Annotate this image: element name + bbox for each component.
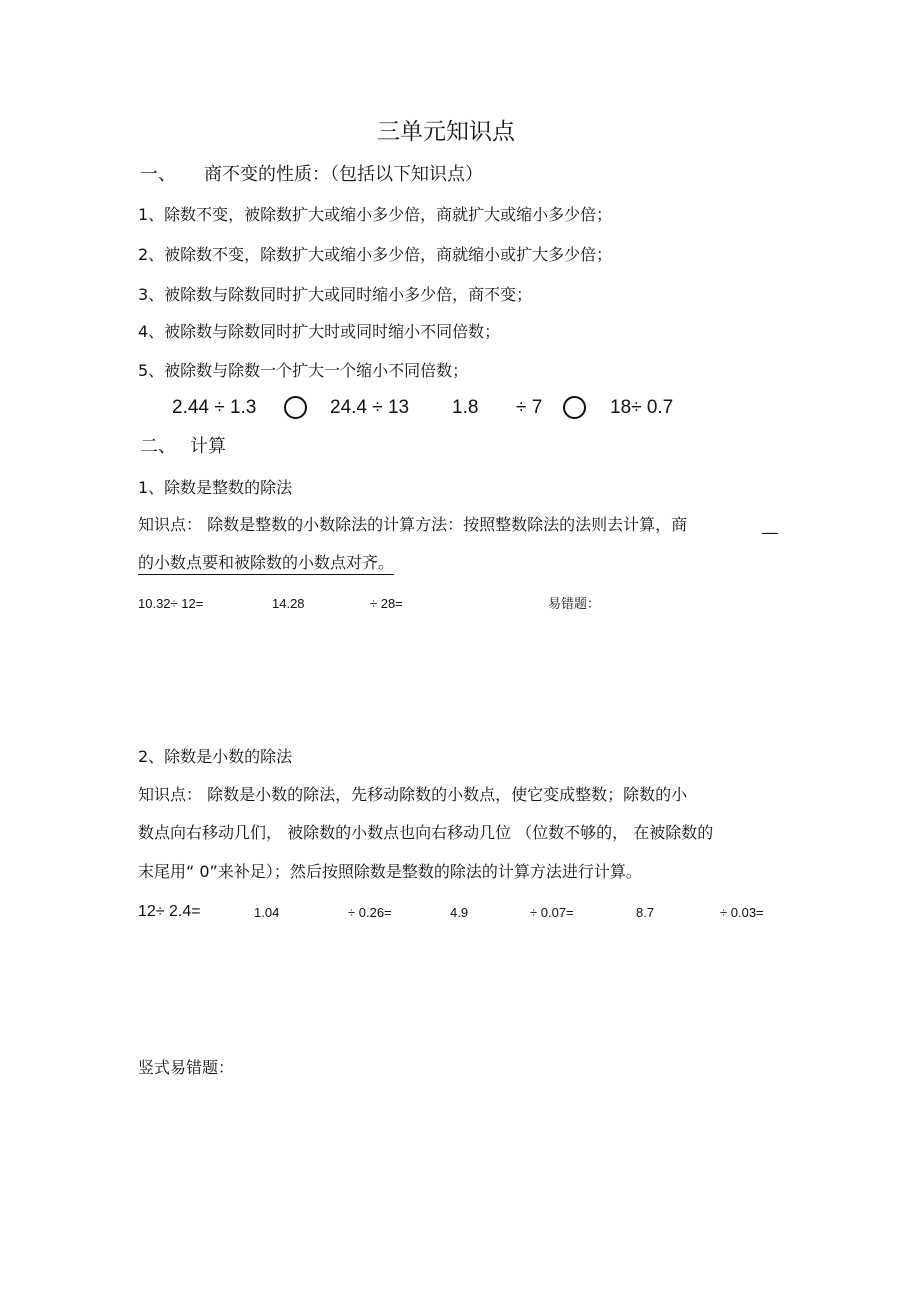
blank-line: __ <box>762 515 778 534</box>
compare-expression: 24.4 ÷ 13 <box>330 397 410 418</box>
exercise: ÷ 0.07= <box>530 905 574 920</box>
rule-item: 3、被除数与除数同时扩大或同时缩小多少倍，商不变； <box>138 285 533 304</box>
rule-item: 1、除数不变，被除数扩大或缩小多少倍，商就扩大或缩小多少倍； <box>138 205 613 224</box>
exercise: 8.7 <box>636 905 655 920</box>
compare-expression: ÷ 7 <box>516 397 543 418</box>
exercise: ÷ 0.26= <box>348 905 392 920</box>
page-title: 三单元知识点 <box>377 119 515 145</box>
exercise: 10.32÷ 12= <box>138 596 204 611</box>
section1-heading: 商不变的性质：（包括以下知识点） <box>204 164 483 185</box>
exercise: 14.28 <box>272 596 305 611</box>
compare-circle[interactable] <box>563 396 586 419</box>
exercise: 12÷ 2.4= <box>138 903 201 920</box>
rule-item: 4、被除数与除数同时扩大时或同时缩小不同倍数； <box>138 322 501 341</box>
section2-number: 二、 <box>140 436 176 457</box>
rule-item: 2、被除数不变，除数扩大或缩小多少倍，商就缩小或扩大多少倍； <box>138 245 613 264</box>
exercise: 1.04 <box>254 905 280 920</box>
exercise: ÷ 0.03= <box>720 905 764 920</box>
part2-knowledge: 末尾用“ 0”来补足）；然后按照除数是整数的除法的计算方法进行计算。 <box>138 862 642 881</box>
compare-expression: 2.44 ÷ 1.3 <box>172 397 257 418</box>
error-prone-label: 易错题： <box>548 596 601 611</box>
compare-expression: 1.8 <box>452 397 479 418</box>
compare-circle[interactable] <box>284 396 307 419</box>
section2-heading: 计算 <box>190 436 226 457</box>
exercise: 4.9 <box>450 905 469 920</box>
part2-knowledge: 知识点： 除数是小数的除法，先移动除数的小数点，使它变成整数；除数的小 <box>138 785 688 804</box>
exercise: ÷ 28= <box>370 596 403 611</box>
part1-title: 1、除数是整数的除法 <box>138 478 293 497</box>
part1-knowledge: 知识点： 除数是整数的小数除法的计算方法：按照整数除法的法则去计算，商 <box>138 515 688 534</box>
part2-knowledge: 数点向右移动几们， 被除数的小数点也向右移动几位 （位数不够的， 在被除数的 <box>138 823 714 842</box>
section1-number: 一、 <box>140 164 176 185</box>
vertical-error-label: 竖式易错题： <box>138 1058 235 1077</box>
part1-knowledge: 的小数点要和被除数的小数点对齐。 <box>138 555 394 575</box>
compare-expression: 18÷ 0.7 <box>610 397 674 418</box>
part2-title: 2、除数是小数的除法 <box>138 747 293 766</box>
rule-item: 5、被除数与除数一个扩大一个缩小不同倍数； <box>138 361 469 380</box>
